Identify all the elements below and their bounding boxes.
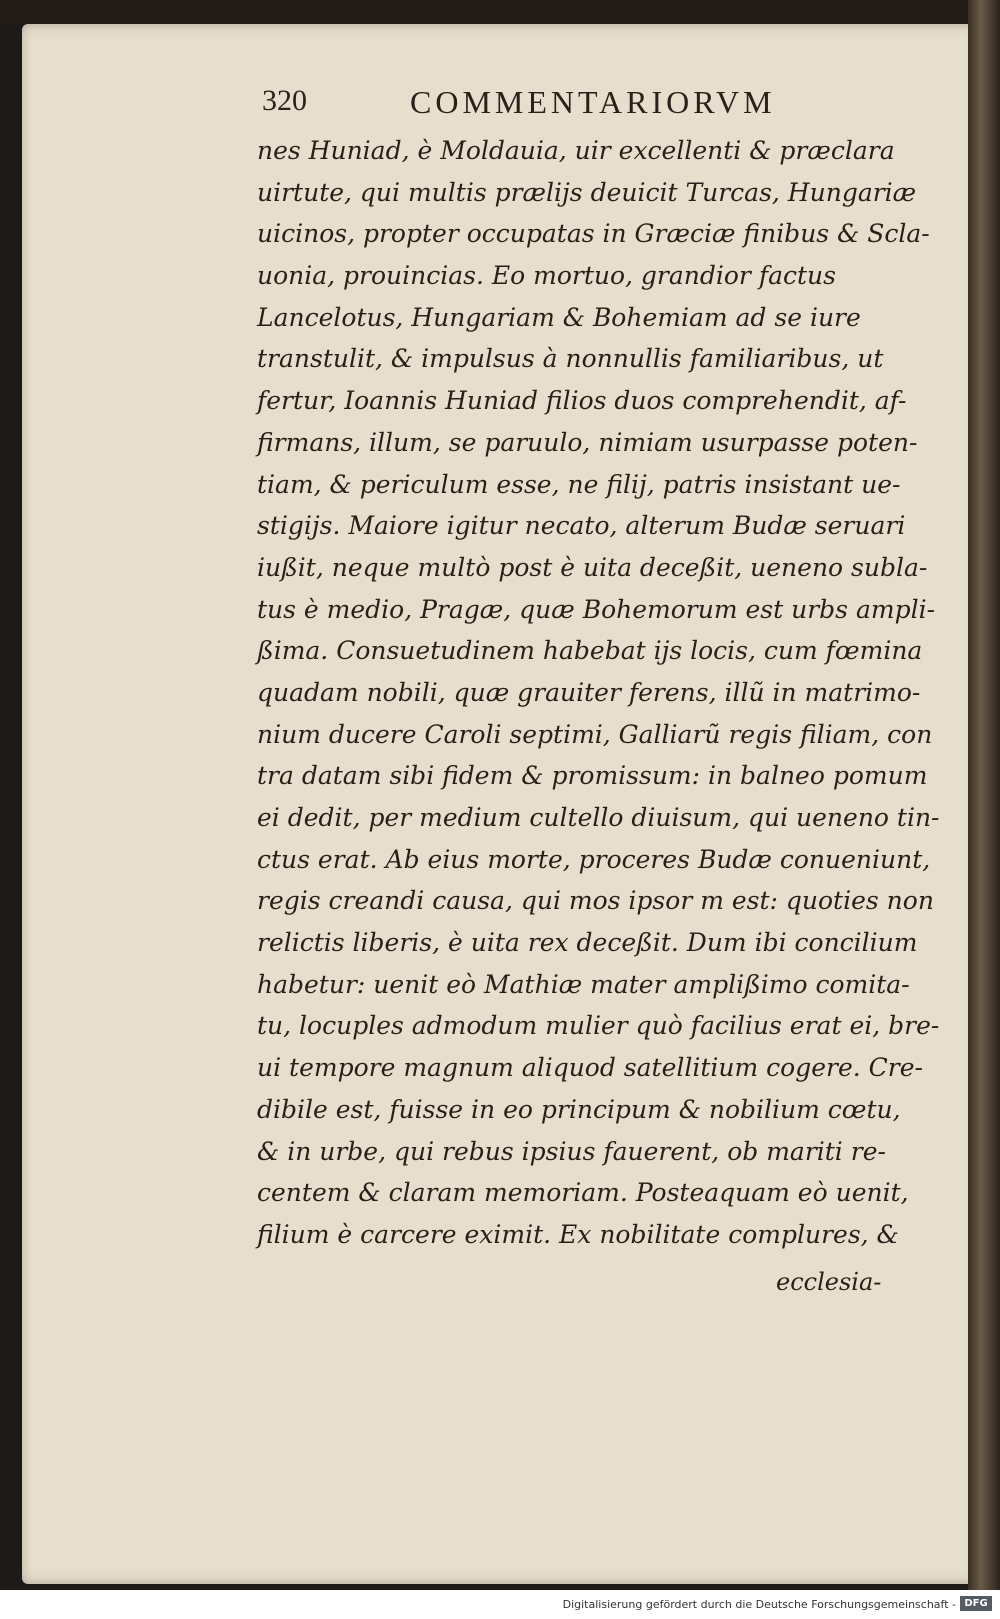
text-line: & in urbe, qui rebus ipsius fauerent, ob mariti re-: [257, 1136, 886, 1166]
dfg-logo-icon: DFG: [960, 1596, 992, 1611]
text-line: fertur, Ioannis Huniad filios duos comprehendit, af-: [257, 386, 907, 416]
text-line: nium ducere Caroli septimi, Galliarũ regis filiam, con: [257, 719, 933, 749]
text-line: uirtute, qui multis prælijs deuicit Turcas, Hungariæ: [257, 177, 917, 207]
text-line: uicinos, propter occupatas in Græciæ finibus & Scla-: [257, 219, 930, 249]
running-head: [262, 84, 862, 124]
catchword: ecclesia-: [776, 1268, 882, 1296]
text-line: quadam nobili, quæ grauiter ferens, illũ in matrimo-: [257, 677, 921, 707]
text-line: tra datam sibi fidem & promissum: in balneo pomum: [257, 761, 928, 791]
funding-credit: Digitalisierung gefördert durch die Deutsche Forschungsgemeinschaft -: [562, 1598, 956, 1611]
text-line: ei dedit, per medium cultello diuisum, qui ueneno tin-: [257, 803, 940, 832]
text-line: ui tempore magnum aliquod satellitium cogere. Cre-: [257, 1053, 923, 1083]
text-line: transtulit, & impulsus à nonnullis familiaribus, ut: [257, 344, 884, 374]
text-line: Lancelotus, Hungariam & Bohemiam ad se iure: [257, 302, 861, 332]
text-line: tus è medio, Pragæ, quæ Bohemorum est urbs ampli-: [257, 594, 936, 624]
text-line: iußit, neque multò post è uita deceßit, ueneno subla-: [257, 552, 928, 582]
running-title: COMMENTARIORVM: [410, 84, 776, 120]
text-line: nes Huniad, è Moldauia, uir excellenti & præclara: [257, 136, 895, 165]
text-line: ßima. Consuetudinem habebat ijs locis, cum fœmina: [257, 636, 923, 666]
text-line: tu, locuples admodum mulier quò facilius erat ei, bre-: [257, 1011, 940, 1041]
text-line: centem & claram memoriam. Posteaquam eò uenit,: [257, 1178, 909, 1208]
scan-top-edge: [0, 0, 1000, 24]
text-line: filium è carcere eximit. Ex nobilitate complures, &: [257, 1219, 899, 1249]
body-text: [257, 130, 947, 1256]
text-line: firmans, illum, se paruulo, nimiam usurpasse poten-: [257, 427, 918, 457]
text-line: ctus erat. Ab eius morte, proceres Budæ conueniunt,: [257, 844, 931, 874]
text-line: tiam, & periculum esse, ne filij, patris insistant ue-: [257, 469, 901, 499]
text-line: stigijs. Maiore igitur necato, alterum Budæ seruari: [257, 511, 906, 541]
book-fore-edge: [968, 0, 1000, 1590]
text-line: uonia, prouincias. Eo mortuo, grandior factus: [257, 261, 836, 291]
footer-bar: [0, 1590, 1000, 1619]
text-line: relictis liberis, è uita rex deceßit. Dum ibi concilium: [257, 928, 918, 958]
text-line: dibile est, fuisse in eo principum & nobilium cœtu,: [257, 1094, 901, 1124]
text-line: habetur: uenit eò Mathiæ mater amplißimo comita-: [257, 969, 910, 999]
page-number: 320: [262, 84, 307, 117]
text-line: regis creandi causa, qui mos ipsor m est: quoties non: [257, 886, 934, 916]
